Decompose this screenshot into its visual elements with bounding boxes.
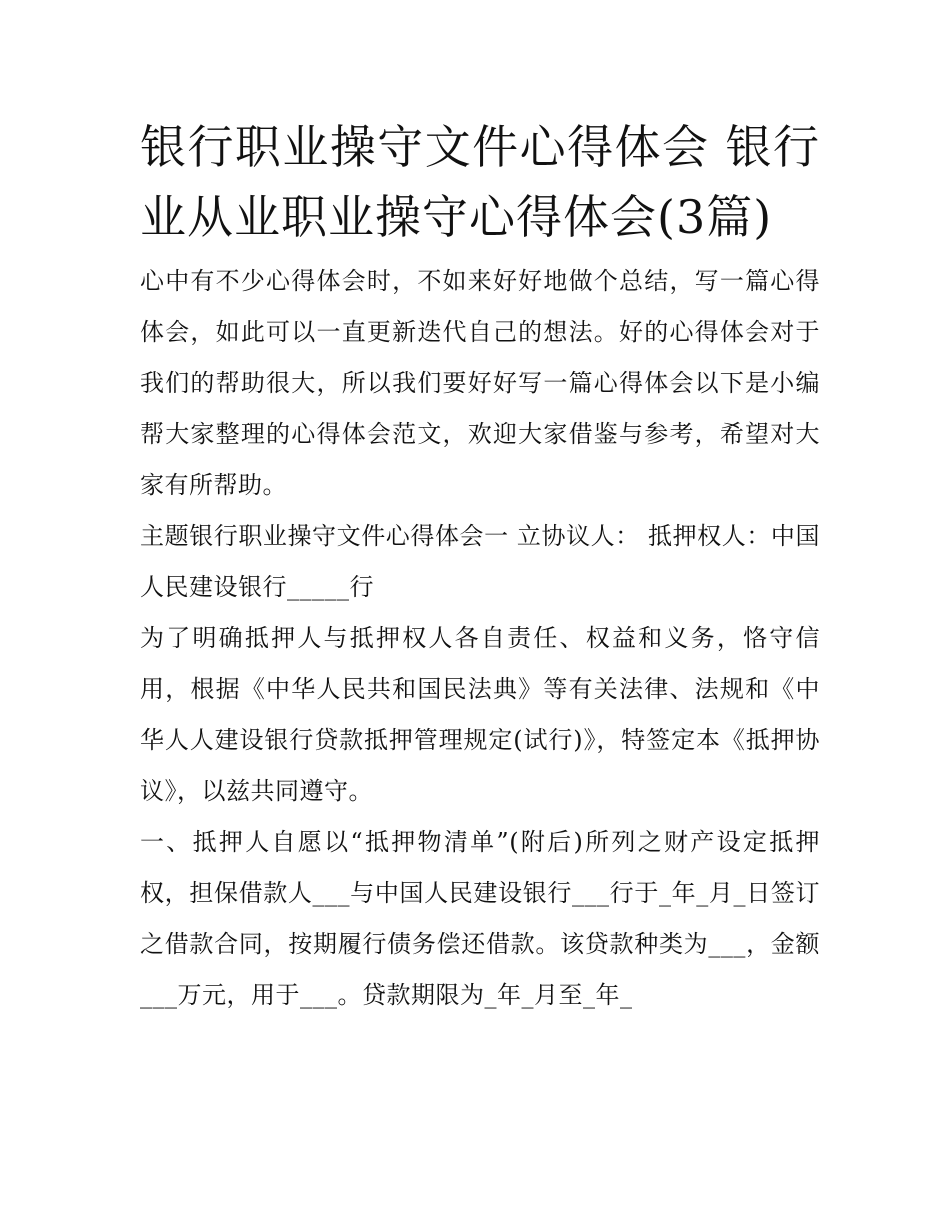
document-body: [140, 112, 820, 1021]
paragraph-agreement-purpose: 为了明确抵押人与抵押权人各自责任、权益和义务，恪守信用，根据《中华人民共和国民法典》等有关法律、法规和《中华人人建设银行贷款抵押管理规定(试行)》，特签定本《抵押协议》，以兹共同遵守。: [140, 624, 820, 805]
document-title: 银行职业操守文件心得体会 银行业从业职业操守心得体会(3篇): [140, 120, 820, 244]
paragraph-intro: 心中有不少心得体会时，不如来好好地做个总结，写一篇心得体会，如此可以一直更新迭代自己的想法。好的心得体会对于我们的帮助很大，所以我们要好好写一篇心得体会以下是小编帮大家整理的心得体会范文，欢迎大家借鉴与参考，希望对大家有所帮助。: [140, 267, 820, 499]
paragraph-clause-one: 一、抵押人自愿以“抵押物清单”(附后)所列之财产设定抵押权，担保借款人___与中国人民建设银行___行于_年_月_日签订之借款合同，按期履行债务偿还借款。该贷款种类为___，金额___万元，用于___。贷款期限为_年_月至_年_: [140, 828, 820, 1009]
paragraph-agreement-parties: 主题银行职业操守文件心得体会一 立协议人： 抵押权人：中国人民建设银行_____行: [140, 522, 820, 601]
